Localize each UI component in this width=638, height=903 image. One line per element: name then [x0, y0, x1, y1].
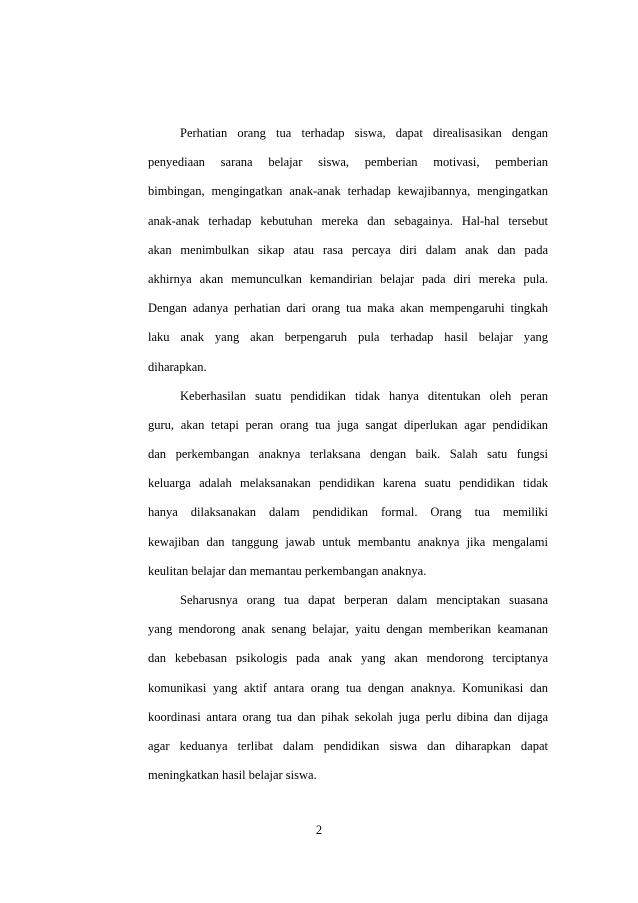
text-line: keulitan belajar dan memantau perkembangan anaknya. — [148, 563, 427, 578]
text-line: Perhatian orang tua terhadap siswa, dapat direalisasikan dengan — [180, 126, 548, 140]
paragraph-2 — [148, 382, 548, 586]
text-line: akhirnya akan memunculkan kemandirian belajar pada diri mereka pula. — [148, 271, 548, 286]
text-line: keluarga adalah melaksanakan pendidikan karena suatu pendidikan tidak — [148, 476, 548, 491]
text-line: agar keduanya terlibat dalam pendidikan siswa dan diharapkan dapat — [148, 738, 548, 753]
body-text — [148, 119, 548, 790]
text-line: diharapkan. — [148, 359, 207, 374]
text-line: guru, akan tetapi peran orang tua juga sangat diperlukan agar pendidikan — [148, 417, 548, 432]
text-line: akan menimbulkan sikap atau rasa percaya diri dalam anak dan pada — [148, 242, 548, 257]
paragraph-1 — [148, 119, 548, 382]
text-line: Keberhasilan suatu pendidikan tidak hanya ditentukan oleh peran — [180, 388, 548, 403]
text-line: koordinasi antara orang tua dan pihak sekolah juga perlu dibina dan dijaga — [148, 709, 548, 724]
text-line: penyediaan sarana belajar siswa, pemberian motivasi, pemberian — [148, 155, 548, 170]
text-line: Seharusnya orang tua dapat berperan dalam menciptakan suasana — [180, 593, 548, 607]
paragraph-3 — [148, 586, 548, 790]
text-line: dan kebebasan psikologis pada anak yang akan mendorong terciptanya — [148, 651, 548, 666]
text-line: anak-anak terhadap kebutuhan mereka dan sebagainya. Hal-hal tersebut — [148, 213, 548, 228]
text-line: dan perkembangan anaknya terlaksana dengan baik. Salah satu fungsi — [148, 447, 548, 462]
text-line: yang mendorong anak senang belajar, yaitu dengan memberikan keamanan — [148, 622, 548, 637]
text-line: meningkatkan hasil belajar siswa. — [148, 768, 317, 783]
text-line: hanya dilaksanakan dalam pendidikan formal. Orang tua memiliki — [148, 505, 548, 520]
page-number: 2 — [315, 823, 323, 837]
text-line: laku anak yang akan berpengaruh pula terhadap hasil belajar yang — [148, 330, 548, 345]
text-line: kewajiban dan tanggung jawab untuk membantu anaknya jika mengalami — [148, 534, 548, 549]
text-line: Dengan adanya perhatian dari orang tua maka akan mempengaruhi tingkah — [148, 301, 548, 316]
text-line: komunikasi yang aktif antara orang tua dengan anaknya. Komunikasi dan — [148, 680, 548, 695]
text-line: bimbingan, mengingatkan anak-anak terhadap kewajibannya, mengingatkan — [148, 184, 548, 199]
